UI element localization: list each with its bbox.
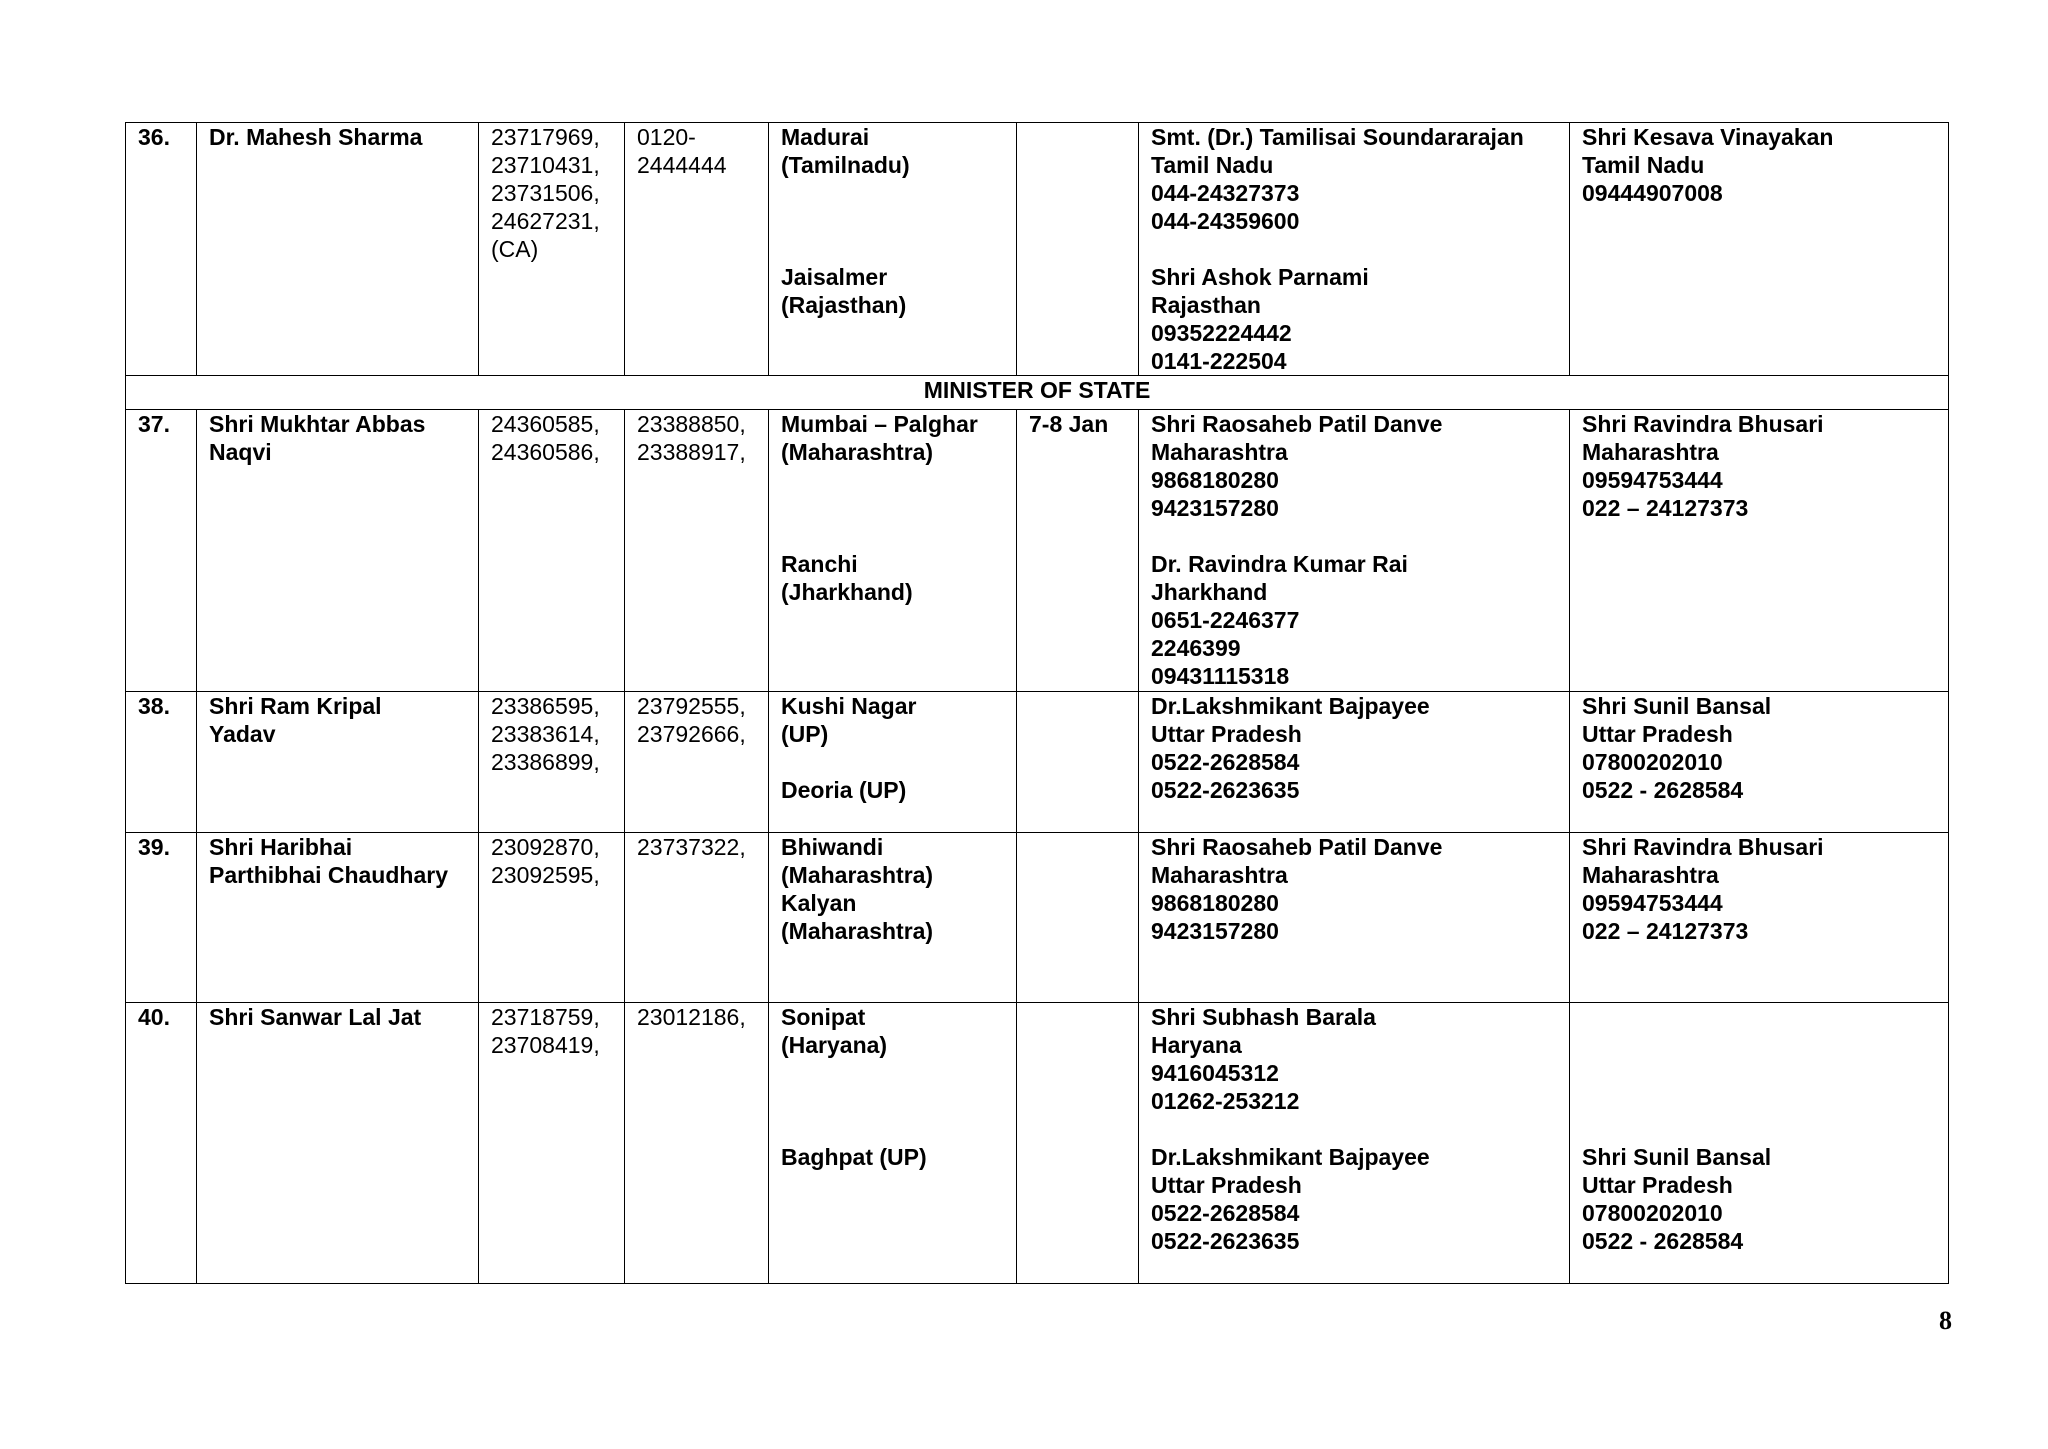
residence-phone xyxy=(625,833,769,1003)
place-line: Madurai xyxy=(781,124,870,150)
place-line: (Maharashtra) xyxy=(781,439,934,465)
place-line: (Maharashtra) xyxy=(781,918,934,944)
table-row xyxy=(126,410,1949,692)
contact-line: Rajasthan xyxy=(1151,292,1261,318)
contact-line: 09594753444 xyxy=(1582,467,1723,493)
office-phone-line: (CA) xyxy=(491,236,539,262)
state-contact xyxy=(1139,1003,1570,1284)
contact-line: Shri Sunil Bansal xyxy=(1582,693,1772,719)
place-line: Kalyan xyxy=(781,890,857,916)
contact-line: Maharashtra xyxy=(1582,862,1719,888)
contact-entry xyxy=(1582,833,1936,945)
place-line: (UP) xyxy=(781,721,829,747)
contact-line: 022 – 24127373 xyxy=(1582,495,1749,521)
contact-line: Maharashtra xyxy=(1151,862,1288,888)
contact-line: 0141-222504 xyxy=(1151,348,1287,374)
contact-entry xyxy=(1151,550,1557,690)
visit-date xyxy=(1017,1003,1139,1284)
contact-line: 09444907008 xyxy=(1582,180,1723,206)
table-row xyxy=(126,833,1949,1003)
state-contact xyxy=(1139,123,1570,376)
contact-line: 0522 - 2628584 xyxy=(1582,1228,1744,1254)
place-line: (Jharkhand) xyxy=(781,579,913,605)
row-number: 36. xyxy=(126,123,197,376)
contact-line: Maharashtra xyxy=(1582,439,1719,465)
visit-date xyxy=(1017,123,1139,376)
contact-line: 9868180280 xyxy=(1151,467,1279,493)
contact-line: Jharkhand xyxy=(1151,579,1268,605)
place-line: (Haryana) xyxy=(781,1032,888,1058)
contact-line: 07800202010 xyxy=(1582,1200,1723,1226)
minister-name-line: Parthibhai Chaudhary xyxy=(209,862,448,888)
contact-line: Shri Sunil Bansal xyxy=(1582,1144,1772,1170)
minister-name-line: Shri Mukhtar Abbas xyxy=(209,411,426,437)
contact-line: Dr. Ravindra Kumar Rai xyxy=(1151,551,1408,577)
section-row xyxy=(126,376,1949,410)
row-number: 40. xyxy=(126,1003,197,1284)
table-row xyxy=(126,1003,1949,1284)
place-line: Ranchi xyxy=(781,551,858,577)
contact-entry xyxy=(1582,263,1936,375)
place-entry xyxy=(781,123,1004,235)
contact-line: Shri Ashok Parnami xyxy=(1151,264,1369,290)
residence-phone-line: 23388917, xyxy=(637,439,746,465)
visit-date xyxy=(1017,833,1139,1003)
page-number: 8 xyxy=(1939,1306,1952,1335)
office-phone xyxy=(479,410,625,692)
contact-line: Uttar Pradesh xyxy=(1151,1172,1302,1198)
minister-name xyxy=(197,692,479,833)
contact-entry xyxy=(1151,123,1557,235)
residence-phone-line: 23792555, xyxy=(637,693,746,719)
organisation-contact xyxy=(1570,410,1949,692)
row-number: 39. xyxy=(126,833,197,1003)
table-row xyxy=(126,123,1949,376)
contact-entry xyxy=(1151,692,1557,804)
residence-phone-line: 23737322, xyxy=(637,834,746,860)
minister-name xyxy=(197,833,479,1003)
contact-entry xyxy=(1582,550,1936,690)
place-entry xyxy=(781,550,1004,690)
office-phone-line: 23708419, xyxy=(491,1032,600,1058)
contact-line: 0651-2246377 xyxy=(1151,607,1300,633)
contact-line: 044-24327373 xyxy=(1151,180,1300,206)
contact-entry xyxy=(1151,410,1557,522)
minister-name xyxy=(197,1003,479,1284)
contact-line: 0522-2628584 xyxy=(1151,749,1300,775)
contact-line: 9423157280 xyxy=(1151,495,1279,521)
residence-phone xyxy=(625,1003,769,1284)
section-heading: MINISTER OF STATE xyxy=(126,376,1949,410)
residence-phone-line: 2444444 xyxy=(637,152,727,178)
minister-name-line: Naqvi xyxy=(209,439,272,465)
contact-entry xyxy=(1151,833,1557,945)
contacts-table xyxy=(125,122,1949,1284)
contact-line: Uttar Pradesh xyxy=(1151,721,1302,747)
office-phone-line: 24360586, xyxy=(491,439,600,465)
office-phone-line: 23710431, xyxy=(491,152,600,178)
place-entry xyxy=(781,833,1004,945)
minister-name-line: Shri Sanwar Lal Jat xyxy=(209,1004,422,1030)
row-number: 37. xyxy=(126,410,197,692)
residence-phone xyxy=(625,123,769,376)
contact-line: Dr.Lakshmikant Bajpayee xyxy=(1151,693,1430,719)
place-entry xyxy=(781,1143,1004,1255)
contact-line: 2246399 xyxy=(1151,635,1241,661)
visit-place xyxy=(769,410,1017,692)
residence-phone-line: 23388850, xyxy=(637,411,746,437)
residence-phone-line: 23792666, xyxy=(637,721,746,747)
contact-line: 09352224442 xyxy=(1151,320,1292,346)
office-phone-line: 23092870, xyxy=(491,834,600,860)
contact-line: 0522-2623635 xyxy=(1151,777,1300,803)
contact-line: 09431115318 xyxy=(1151,663,1290,689)
minister-name-line: Shri Ram Kripal xyxy=(209,693,382,719)
contact-entry xyxy=(1151,1143,1557,1255)
state-contact xyxy=(1139,410,1570,692)
office-phone xyxy=(479,833,625,1003)
organisation-contact xyxy=(1570,692,1949,833)
contact-line: Shri Raosaheb Patil Danve xyxy=(1151,411,1443,437)
contact-line: 9416045312 xyxy=(1151,1060,1279,1086)
contact-line: Tamil Nadu xyxy=(1582,152,1705,178)
residence-phone xyxy=(625,692,769,833)
table-body xyxy=(126,123,1949,1284)
place-line: (Maharashtra) xyxy=(781,862,934,888)
contact-line: Uttar Pradesh xyxy=(1582,1172,1733,1198)
office-phone-line: 23092595, xyxy=(491,862,600,888)
contact-line: Shri Subhash Barala xyxy=(1151,1004,1376,1030)
place-line: (Tamilnadu) xyxy=(781,152,910,178)
residence-phone-line: 0120- xyxy=(637,124,696,150)
table-row xyxy=(126,692,1949,833)
office-phone-line: 23731506, xyxy=(491,180,600,206)
office-phone-line: 24627231, xyxy=(491,208,600,234)
minister-name xyxy=(197,123,479,376)
office-phone-line: 24360585, xyxy=(491,411,600,437)
place-line: Jaisalmer xyxy=(781,264,888,290)
visit-place xyxy=(769,1003,1017,1284)
contact-line: Haryana xyxy=(1151,1032,1242,1058)
contact-entry xyxy=(1582,123,1936,235)
contact-line: 9868180280 xyxy=(1151,890,1279,916)
visit-date xyxy=(1017,692,1139,833)
office-phone-line: 23718759, xyxy=(491,1004,600,1030)
contact-entry xyxy=(1582,1003,1936,1115)
state-contact xyxy=(1139,692,1570,833)
contact-line: 9423157280 xyxy=(1151,918,1279,944)
contact-line: Tamil Nadu xyxy=(1151,152,1274,178)
contact-entry xyxy=(1582,1143,1936,1255)
minister-name-line: Yadav xyxy=(209,721,276,747)
contact-entry xyxy=(1151,1003,1557,1115)
contact-line: Maharashtra xyxy=(1151,439,1288,465)
place-line: Sonipat xyxy=(781,1004,866,1030)
office-phone-line: 23386595, xyxy=(491,693,600,719)
contact-line: 07800202010 xyxy=(1582,749,1723,775)
organisation-contact xyxy=(1570,123,1949,376)
visit-date: 7-8 Jan xyxy=(1017,410,1139,692)
visit-place xyxy=(769,692,1017,833)
contact-entry xyxy=(1582,410,1936,522)
contact-line: 09594753444 xyxy=(1582,890,1723,916)
contact-line: 044-24359600 xyxy=(1151,208,1300,234)
contact-line: 0522-2628584 xyxy=(1151,1200,1300,1226)
contact-line: 022 – 24127373 xyxy=(1582,918,1749,944)
contact-line: Shri Kesava Vinayakan xyxy=(1582,124,1834,150)
office-phone xyxy=(479,1003,625,1284)
place-line: Baghpat (UP) xyxy=(781,1144,927,1170)
residence-phone-line: 23012186, xyxy=(637,1004,746,1030)
office-phone xyxy=(479,692,625,833)
state-contact xyxy=(1139,833,1570,1003)
place-entry xyxy=(781,263,1004,375)
place-line: Kushi Nagar xyxy=(781,693,917,719)
contact-entry xyxy=(1582,692,1936,804)
row-number: 38. xyxy=(126,692,197,833)
office-phone xyxy=(479,123,625,376)
place-line: Deoria (UP) xyxy=(781,777,907,803)
place-line: Bhiwandi xyxy=(781,834,884,860)
organisation-contact xyxy=(1570,1003,1949,1284)
minister-name-line: Dr. Mahesh Sharma xyxy=(209,124,423,150)
visit-place xyxy=(769,833,1017,1003)
minister-name-line: Shri Haribhai xyxy=(209,834,353,860)
contact-line: 0522 - 2628584 xyxy=(1582,777,1744,803)
place-line: (Rajasthan) xyxy=(781,292,907,318)
contact-line: Shri Raosaheb Patil Danve xyxy=(1151,834,1443,860)
contact-line: Uttar Pradesh xyxy=(1582,721,1733,747)
office-phone-line: 23717969, xyxy=(491,124,600,150)
contact-entry xyxy=(1151,263,1557,375)
residence-phone xyxy=(625,410,769,692)
minister-name xyxy=(197,410,479,692)
organisation-contact xyxy=(1570,833,1949,1003)
place-entry xyxy=(781,1003,1004,1115)
contact-line: Smt. (Dr.) Tamilisai Soundararajan xyxy=(1151,124,1524,150)
contact-line: Dr.Lakshmikant Bajpayee xyxy=(1151,1144,1430,1170)
office-phone-line: 23386899, xyxy=(491,749,600,775)
visit-place xyxy=(769,123,1017,376)
office-phone-line: 23383614, xyxy=(491,721,600,747)
place-line: Mumbai – Palghar xyxy=(781,411,978,437)
contact-line: 01262-253212 xyxy=(1151,1088,1300,1114)
place-entry xyxy=(781,410,1004,522)
place-entry xyxy=(781,692,1004,804)
contact-line: Shri Ravindra Bhusari xyxy=(1582,411,1824,437)
contact-line: 0522-2623635 xyxy=(1151,1228,1300,1254)
contact-line: Shri Ravindra Bhusari xyxy=(1582,834,1824,860)
